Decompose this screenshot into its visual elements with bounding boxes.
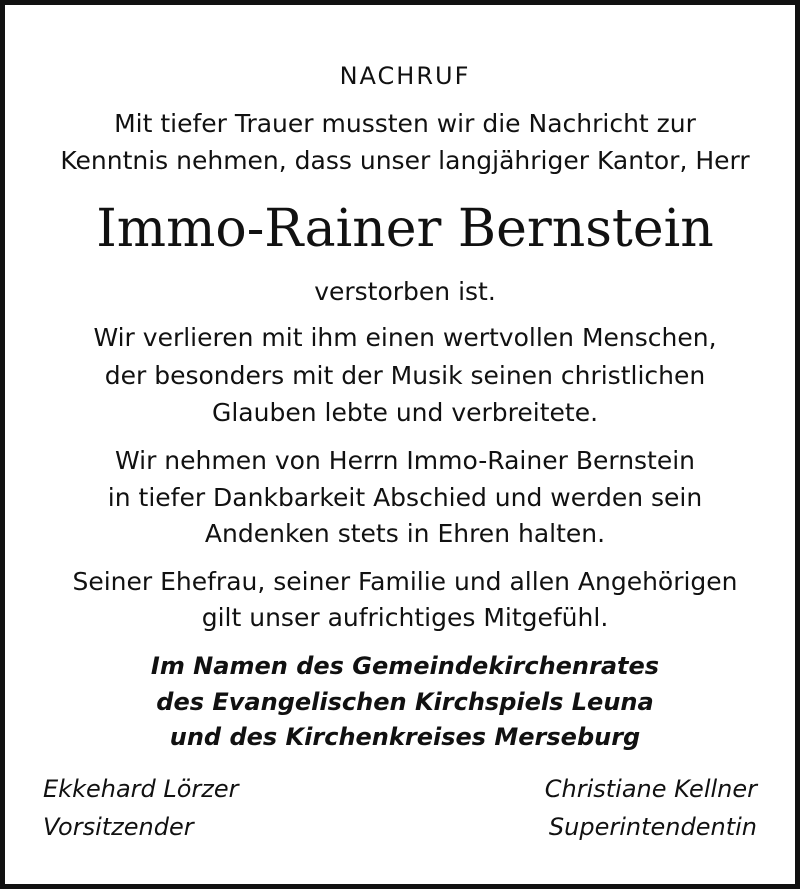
notice-heading: NACHRUF bbox=[339, 62, 471, 90]
paragraph-1-line-2: der besonders mit der Musik seinen christlichen bbox=[104, 361, 706, 390]
signatory-1-name: Ekkehard Lörzer bbox=[43, 775, 239, 803]
deceased-name: Immo-Rainer Bernstein bbox=[96, 199, 714, 259]
paragraph-3-line-2: gilt unser aufrichtiges Mitgefühl. bbox=[201, 603, 609, 632]
paragraph-3-line-1: Seiner Ehefrau, seiner Familie und allen Angehörigen bbox=[72, 567, 738, 596]
intro-line-1: Mit tiefer Trauer mussten wir die Nachricht zur bbox=[114, 109, 696, 138]
signatory-2-name: Christiane Kellner bbox=[544, 775, 757, 803]
intro-line-2: Kenntnis nehmen, dass unser langjähriger Kantor, Herr bbox=[60, 146, 750, 175]
on-behalf-line-1: Im Namen des Gemeindekirchenrates bbox=[150, 652, 660, 680]
on-behalf-line-3: und des Kirchenkreises Merseburg bbox=[169, 723, 641, 751]
paragraph-2-line-1: Wir nehmen von Herrn Immo-Rainer Bernstein bbox=[114, 446, 696, 475]
on-behalf-line-2: des Evangelischen Kirchspiels Leuna bbox=[156, 688, 654, 716]
paragraph-2-line-3: Andenken stets in Ehren halten. bbox=[204, 519, 606, 548]
paragraph-1-line-3: Glauben lebte und verbreitete. bbox=[211, 398, 599, 427]
paragraph-2-line-2: in tiefer Dankbarkeit Abschied und werden sein bbox=[107, 483, 703, 512]
signatory-2-role: Superintendentin bbox=[548, 813, 757, 841]
signatory-1-role: Vorsitzender bbox=[43, 813, 194, 841]
paragraph-1-line-1: Wir verlieren mit ihm einen wertvollen Menschen, bbox=[93, 323, 717, 352]
died-line: verstorben ist. bbox=[314, 277, 496, 306]
